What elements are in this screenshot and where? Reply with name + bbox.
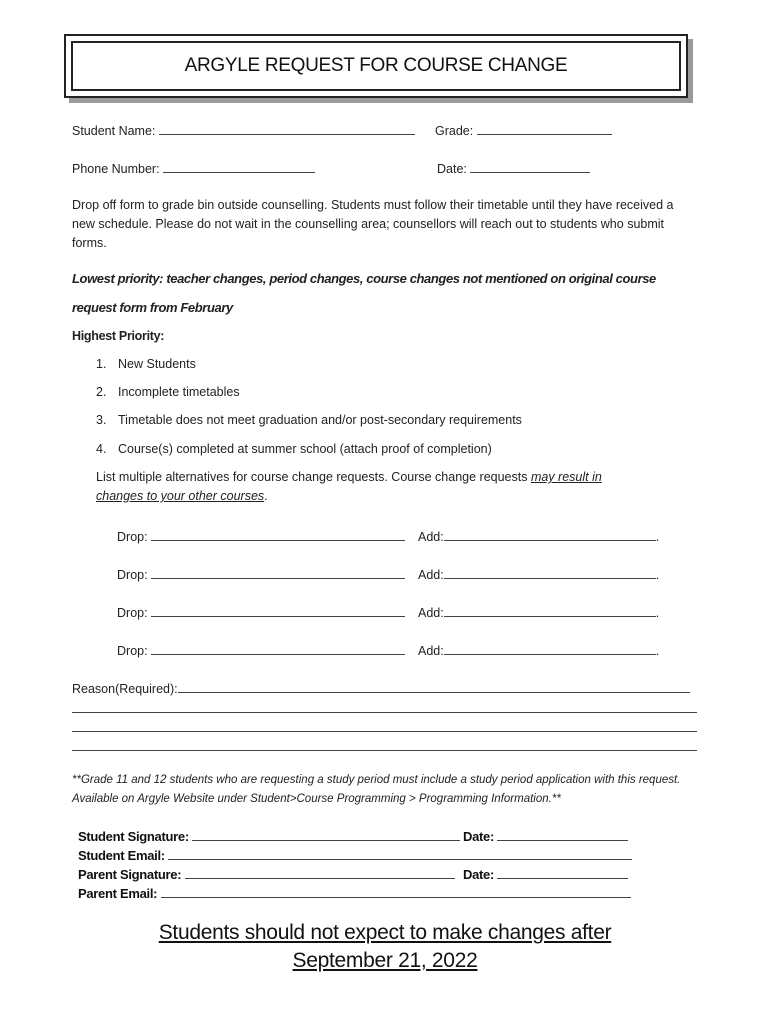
- drop-add-row: [117, 603, 405, 620]
- alternatives-text: List multiple alternatives for course change requests. Course change requests: [96, 470, 528, 484]
- student-name-line[interactable]: [159, 121, 415, 135]
- period-mark: .: [655, 606, 660, 620]
- add-line[interactable]: [444, 565, 656, 579]
- student-signature-label: Student Signature:: [78, 829, 189, 844]
- parent-signature-line[interactable]: [185, 865, 455, 879]
- priority-item: [96, 442, 492, 456]
- student-date-label: Date:: [463, 829, 495, 844]
- add-line[interactable]: [444, 527, 656, 541]
- drop-add-row: [117, 527, 405, 544]
- period-mark: .: [655, 568, 660, 582]
- parent-date-line[interactable]: [497, 865, 628, 879]
- reason-field: [72, 679, 690, 696]
- add-field: [418, 527, 659, 544]
- highest-priority-label: Highest Priority:: [72, 329, 165, 343]
- reason-label: Reason(Required):: [72, 682, 178, 696]
- alternatives-underlined-1: may result in: [530, 470, 602, 484]
- drop-line[interactable]: [151, 641, 405, 655]
- priority-item: [96, 385, 240, 399]
- closing-line1: Students should not expect to make changes after: [158, 921, 612, 944]
- reason-line[interactable]: [72, 750, 697, 751]
- phone-number-field[interactable]: [72, 159, 315, 176]
- parent-signature-field: [78, 865, 455, 882]
- period-mark: .: [655, 644, 660, 658]
- student-name-label: Student Name:: [72, 124, 156, 138]
- student-date-line[interactable]: [497, 827, 628, 841]
- date-line[interactable]: [470, 159, 590, 173]
- drop-label: Drop:: [117, 644, 148, 658]
- title-box: [64, 34, 688, 98]
- drop-label: Drop:: [117, 568, 148, 582]
- student-email-field: [78, 846, 632, 863]
- add-label: Add:: [418, 530, 444, 544]
- drop-add-row: [117, 641, 405, 658]
- parent-email-line[interactable]: [161, 884, 631, 898]
- drop-line[interactable]: [151, 565, 405, 579]
- priority-num: 3.: [96, 413, 107, 427]
- drop-label: Drop:: [117, 606, 148, 620]
- study-period-note: **Grade 11 and 12 students who are requesting a study period must include a study period application with this request. Available on Argyle Website under Student>Course Programming > Programming Information.**: [72, 774, 681, 805]
- period-mark: .: [655, 530, 660, 544]
- priority-num: 4.: [96, 442, 107, 456]
- alternatives-underlined-2: changes to your other courses: [96, 489, 265, 503]
- phone-number-line[interactable]: [163, 159, 315, 173]
- phone-number-label: Phone Number:: [72, 162, 160, 176]
- add-field: [418, 603, 659, 620]
- grade-label: Grade:: [435, 124, 474, 138]
- student-email-line[interactable]: [168, 846, 632, 860]
- date-field[interactable]: [437, 159, 590, 176]
- grade-field[interactable]: [435, 121, 612, 138]
- closing-line2: September 21, 2022: [292, 949, 478, 972]
- student-email-label: Student Email:: [78, 848, 165, 863]
- reason-line[interactable]: [72, 712, 697, 713]
- priority-text: New Students: [118, 357, 196, 371]
- parent-date-label: Date:: [463, 867, 495, 882]
- date-label: Date:: [437, 162, 467, 176]
- priority-text: Course(s) completed at summer school (attach proof of completion): [118, 442, 492, 456]
- priority-num: 2.: [96, 385, 107, 399]
- drop-label: Drop:: [117, 530, 148, 544]
- student-name-field[interactable]: [72, 121, 415, 138]
- alternatives-line2: [96, 489, 268, 503]
- add-line[interactable]: [444, 641, 656, 655]
- form-title: ARGYLE REQUEST FOR COURSE CHANGE: [71, 41, 681, 91]
- student-date-field: [463, 827, 628, 844]
- add-label: Add:: [418, 606, 444, 620]
- reason-line[interactable]: [72, 731, 697, 732]
- priority-text: Incomplete timetables: [118, 385, 240, 399]
- add-field: [418, 641, 659, 658]
- priority-text: Timetable does not meet graduation and/or post-secondary requirements: [118, 413, 522, 427]
- add-label: Add:: [418, 644, 444, 658]
- priority-item: [96, 357, 196, 371]
- parent-date-field: [463, 865, 628, 882]
- student-signature-field: [78, 827, 460, 844]
- add-label: Add:: [418, 568, 444, 582]
- grade-line[interactable]: [477, 121, 612, 135]
- drop-line[interactable]: [151, 527, 405, 541]
- lowest-priority-line1: Lowest priority: teacher changes, period changes, course changes not mentioned on original course: [72, 271, 656, 286]
- alternatives-line1: [96, 470, 602, 484]
- priority-item: [96, 413, 522, 427]
- alternatives-end: .: [264, 489, 268, 503]
- reason-line[interactable]: [178, 679, 690, 693]
- drop-add-row: [117, 565, 405, 582]
- student-signature-line[interactable]: [192, 827, 460, 841]
- add-field: [418, 565, 659, 582]
- parent-signature-label: Parent Signature:: [78, 867, 182, 882]
- priority-num: 1.: [96, 357, 107, 371]
- lowest-priority-line2: request form from February: [72, 300, 233, 315]
- drop-line[interactable]: [151, 603, 405, 617]
- parent-email-label: Parent Email:: [78, 886, 158, 901]
- instructions-text: Drop off form to grade bin outside counselling. Students must follow their timetable until they have received a new schedule. Please do not wait in the counselling area; counsellors will reach out to students who submit forms.: [72, 198, 674, 250]
- add-line[interactable]: [444, 603, 656, 617]
- parent-email-field: [78, 884, 631, 901]
